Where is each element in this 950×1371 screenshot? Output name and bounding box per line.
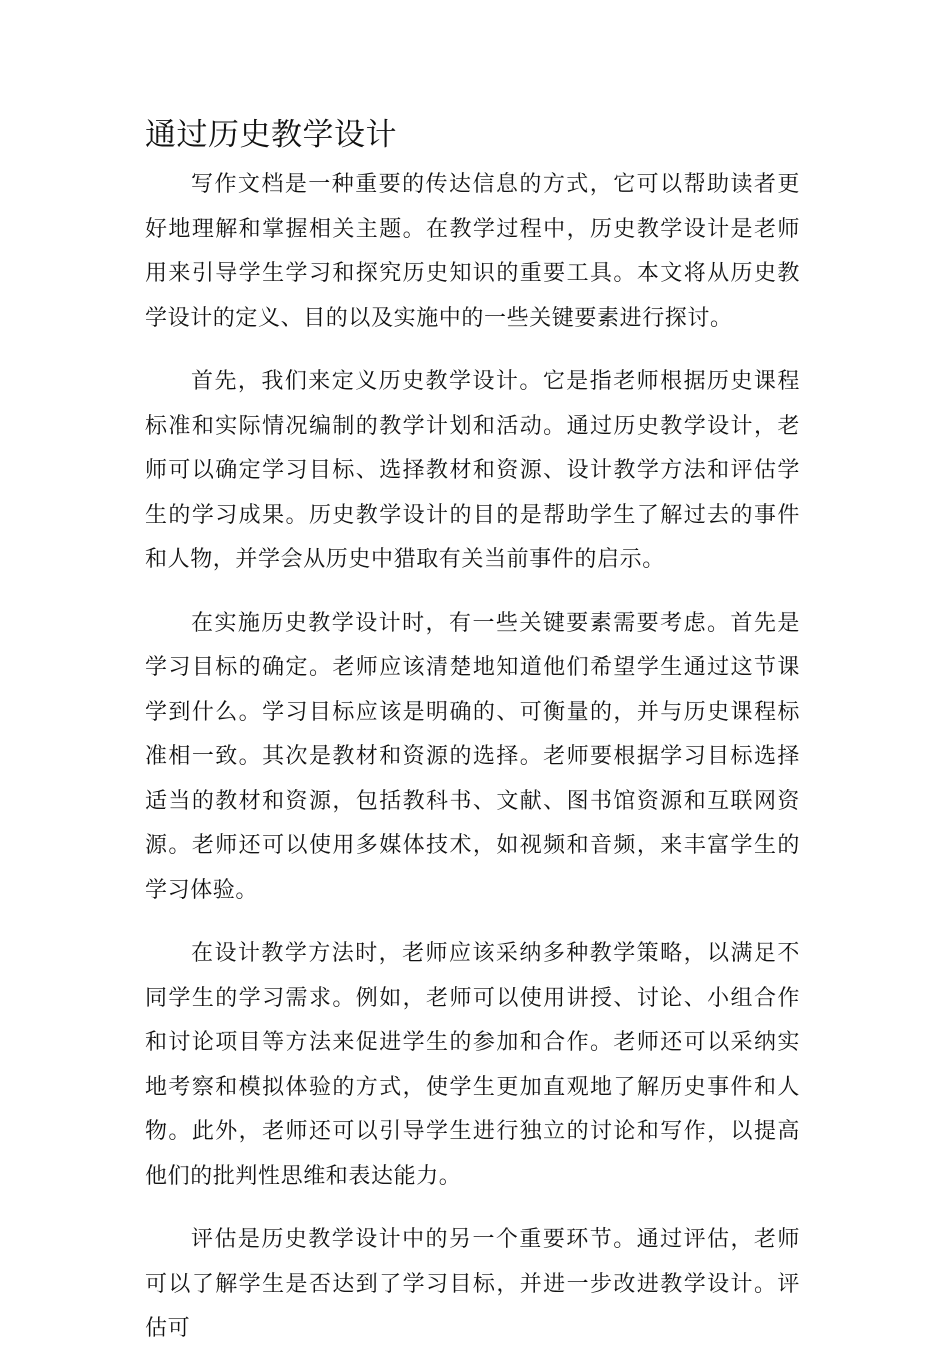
- paragraph-key-elements: 在实施历史教学设计时，有一些关键要素需要考虑。首先是学习目标的确定。老师应该清楚地知道他们希望学生通过这节课学到什么。学习目标应该是明确的、可衡量的，并与历史课程标准相一致。其次是教材和资源的选择。老师要根据学习目标选择适当的教材和资源，包括教科书、文献、图书馆资源和互联网资源。老师还可以使用多媒体技术，如视频和音频，来丰富学生的学习体验。: [145, 610, 800, 903]
- paragraph-definition: 首先，我们来定义历史教学设计。它是指老师根据历史课程标准和实际情况编制的教学计划和活动。通过历史教学设计，老师可以确定学习目标、选择教材和资源、设计教学方法和评估学生的学习成果。历史教学设计的目的是帮助学生了解过去的事件和人物，并学会从历史中猎取有关当前事件的启示。: [145, 369, 800, 572]
- paragraph-intro: 写作文档是一种重要的传达信息的方式，它可以帮助读者更好地理解和掌握相关主题。在教学过程中，历史教学设计是老师用来引导学生学习和探究历史知识的重要工具。本文将从历史教学设计的定义、目的以及实施中的一些关键要素进行探讨。: [145, 172, 800, 331]
- paragraph-teaching-methods: 在设计教学方法时，老师应该采纳多种教学策略，以满足不同学生的学习需求。例如，老师可以使用讲授、讨论、小组合作和讨论项目等方法来促进学生的参加和合作。老师还可以采纳实地考察和模拟体验的方式，使学生更加直观地了解历史事件和人物。此外，老师还可以引导学生进行独立的讨论和写作，以提高他们的批判性思维和表达能力。: [145, 941, 800, 1189]
- paragraph-evaluation: 评估是历史教学设计中的另一个重要环节。通过评估，老师可以了解学生是否达到了学习目标，并进一步改进教学设计。评估可: [145, 1227, 800, 1341]
- document-body: [145, 163, 800, 1371]
- document-title: 通过历史教学设计: [145, 117, 397, 153]
